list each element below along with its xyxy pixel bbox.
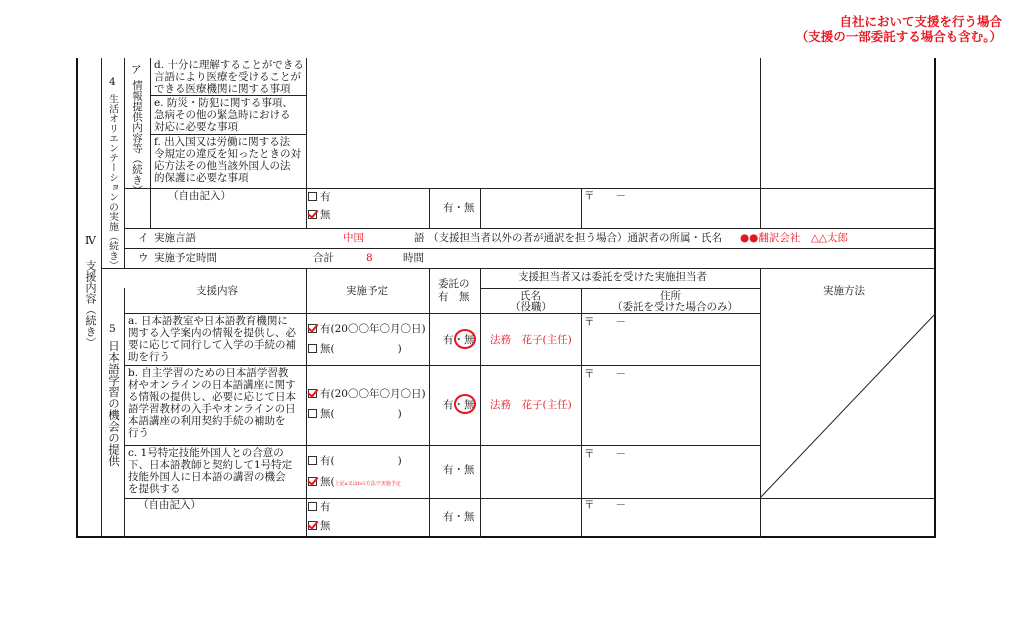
header-content: 支援内容 [196, 285, 238, 297]
item4-i-interpreter: ●●翻訳会社 △△太郎 [740, 232, 848, 244]
header-plan: 実施予定 [346, 285, 388, 297]
item5-a-yes[interactable]: 有(20〇〇年〇月〇日) [308, 323, 426, 336]
item5-c-no[interactable]: 無(上記a又はbの方法で実施予定 [308, 476, 401, 491]
section-title: 支援内容（続き） [84, 260, 97, 348]
item5-b-yes[interactable]: 有(20〇〇年〇月〇日) [308, 388, 426, 401]
item5-b-no[interactable]: 無( ) [308, 408, 402, 421]
item4-i-lang: 中国 [343, 232, 364, 244]
header-staff-group: 支援担当者又は委託を受けた実施担当者 [518, 271, 707, 283]
checkbox-empty-icon[interactable] [308, 344, 317, 353]
item5-a-name: 法務 花子(主任) [490, 334, 572, 346]
section-roman: Ⅳ [85, 234, 96, 247]
selection-circle-icon [454, 394, 476, 414]
note-line-1: 自社において支援を行う場合 [839, 14, 1002, 29]
item5-c-consign: 有・無 [443, 464, 475, 476]
item5-c-yes[interactable]: 有( ) [308, 455, 402, 468]
item4-title: 生活オリエンテーションの実施（続き） [107, 94, 118, 271]
item5-number: 5 [109, 323, 116, 335]
item5-a-postal: 〒 － [584, 316, 626, 328]
item4-u-hours: 8 [366, 252, 373, 264]
item5-b-consign: 有・無 [443, 399, 475, 411]
item5-free-yes[interactable]: 有 [308, 501, 331, 514]
item5-a-consign: 有・無 [443, 334, 475, 346]
checkbox-empty-icon[interactable] [308, 456, 317, 465]
header-addr-2: （委託を受けた場合のみ） [612, 301, 738, 313]
checkbox-checked-icon[interactable] [308, 521, 317, 530]
item4-u-unit: 時間 [403, 252, 424, 264]
checkbox-empty-icon[interactable] [308, 192, 317, 201]
checkbox-checked-icon[interactable] [308, 389, 317, 398]
item4-free-yes[interactable]: 有 [308, 191, 331, 204]
item4-free-consign: 有・無 [443, 202, 475, 214]
instruction-note [796, 14, 1002, 44]
header-name-2: （役職） [510, 301, 552, 313]
item4-number: 4 [109, 76, 116, 88]
note-line-2: （支援の一部委託する場合も含む。） [795, 29, 1002, 44]
item4-u-label: ウ [138, 252, 149, 264]
item5-c-no-reason: 上記a又はbの方法で実施予定 [334, 481, 401, 487]
item4-i-label: イ [138, 232, 149, 244]
item5-a-no[interactable]: 無( ) [308, 343, 402, 356]
item5-b-postal: 〒 － [584, 368, 626, 380]
item4-i-lang-suffix: 語 [414, 232, 425, 244]
item5-c-postal: 〒 － [584, 448, 626, 460]
checkbox-empty-icon[interactable] [308, 409, 317, 418]
checkbox-empty-icon[interactable] [308, 502, 317, 511]
checkbox-checked-icon[interactable] [308, 210, 317, 219]
item4-free-label: （自由記入） [168, 190, 231, 202]
item5-free-label: （自由記入） [138, 499, 201, 511]
header-method: 実施方法 [823, 285, 865, 297]
selection-circle-icon [454, 329, 476, 349]
item5-free-consign: 有・無 [443, 511, 475, 523]
item5-free-postal: 〒 － [584, 499, 626, 511]
item4-i-title: 実施言語 [154, 232, 196, 244]
item4-sub-a: ア [131, 64, 142, 76]
header-name-1: 氏名 [520, 290, 541, 302]
item4-u-total: 合計 [313, 252, 334, 264]
item4-sub-a-title: 情報提供内容等（続き） [131, 80, 143, 196]
item4-u-title: 実施予定時間 [154, 252, 217, 264]
checkbox-checked-icon[interactable] [308, 324, 317, 333]
item5-b-name: 法務 花子(主任) [490, 399, 572, 411]
item4-i-desc: （支援担当者以外の者が通訳を担う場合）通訳者の所属・氏名 [428, 232, 722, 244]
item4-free-postal: 〒 － [584, 190, 626, 202]
support-form-table: Ⅳ 支援内容（続き） 4 生活オリエンテーションの実施（続き） ア 情報提供内容等（続き） d. 十分に理解することができる 言語により医療を受けることが できる医療機関に関する事項 e. 防災・防犯に関する事項、 急病その他の緊急時における 対応に必要な事項 f. 出入国又は労働に関する法 令規定の違反を知ったときの対 応方法その他当該外国人の法 的保護に必要な事項 （自由記入） 有 無 有・無 〒 － イ 実施言語 中国 語 （支援担当者以外の者が通訳を担う場合）通訳者の所属・氏名 ●●翻訳会社 △△太郎 ウ 実施予定時間 合計 8 時間 支援内容 実施予定 委託の 有 無 支援担当者又は委託を受けた実施担当者 氏名 （役職） 住所 （委託を受けた場合のみ） 実施方法 5 日本語学習の機会の提供 a. 日本語教室や日本語教育機関に 関する入学案内の情報を提供し、必 要に応じて同行して入学の手続の補 助を行う 有(20〇〇年〇月〇日) 無( ) 有・無 法務 花子(主任) 〒 － b. 自主学習のための日本語学習教 材やオンラインの日本語講座に関す る情報の提供し、必要に応じて日本 語学習教材の入手やオンラインの日 本語講座の利用契約手続の補助を 行う 有(20〇〇年〇月〇日) 無( ) 有・無 法務 花子(主任) 〒 － c. 1号特定技能外国人との合意の 下、日本語教師と契約して1号特定 技能外国人に日本語の講習の機会 を提供する 有( ) 無(上記a又はbの方法で実施予定 有・無 〒 － （自由記入） 有 無 有・無 〒 － [76, 58, 936, 538]
item5-free-no[interactable]: 無 [308, 520, 331, 533]
diagonal-strike [760, 313, 936, 498]
checkbox-checked-icon[interactable] [308, 477, 317, 486]
header-consign-2: 有 無 [438, 291, 470, 303]
item4-free-no[interactable]: 無 [308, 209, 331, 222]
header-consign-1: 委託の [438, 278, 470, 290]
header-addr-1: 住所 [660, 290, 681, 302]
item5-title: 日本語学習の機会の提供 [107, 340, 121, 467]
